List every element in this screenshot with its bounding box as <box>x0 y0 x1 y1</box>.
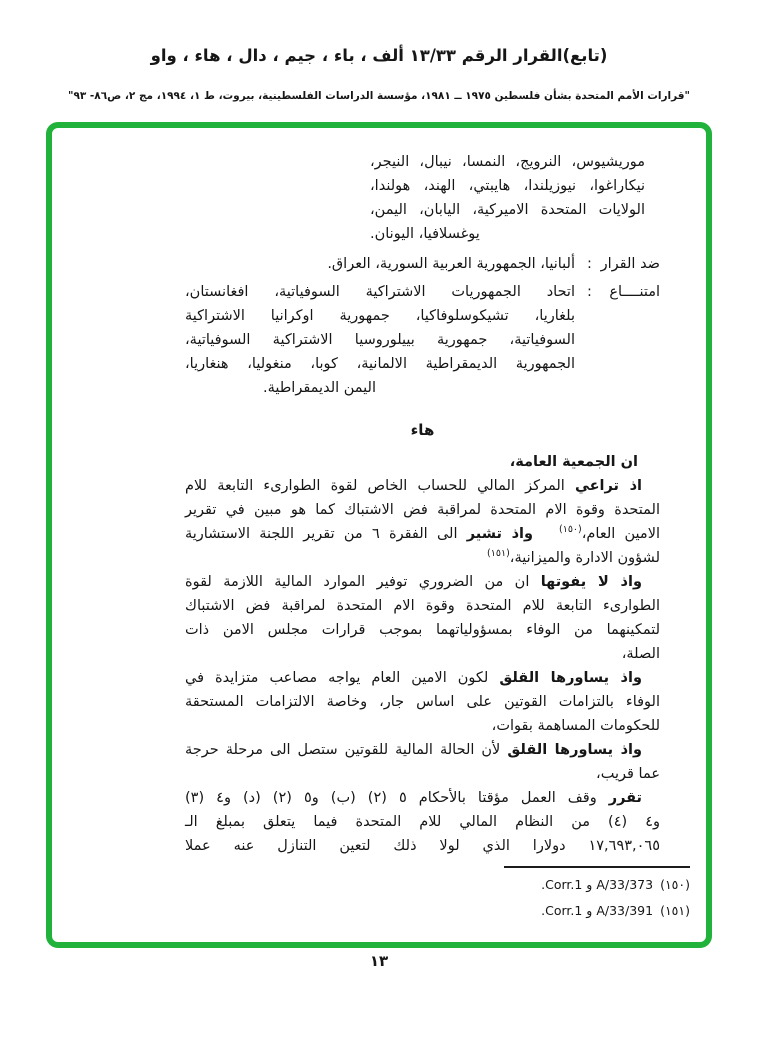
text-line <box>185 376 575 400</box>
text-line <box>185 474 660 498</box>
text-segment: لكون الامين العام يواجه مصاعب متزايدة في <box>185 670 500 686</box>
bold-lead-segment: اذ تراعي <box>574 478 642 494</box>
resolution-paragraph <box>185 474 660 570</box>
text-line <box>185 714 660 738</box>
text-segment: موريشيوس، النرويج، النمسا، نيبال، النيجر، <box>370 154 645 170</box>
text-segment: السوفياتية، جمهورية بييلوروسيا الاشتراكية السوفياتية، <box>185 332 575 348</box>
text-line <box>370 150 645 174</box>
page-subtitle: "قرارات الأمم المتحدة بشأن فلسطين ١٩٧٥ ــ ١٩٨١، مؤسسة الدراسات الفلسطينية، بيروت، ط ١، ١٩٩٤، مج ٢، ص٨٦- ٩٣" <box>67 90 691 102</box>
vote-against-colon: : <box>587 256 592 272</box>
resolution-paragraphs <box>185 474 660 858</box>
vote-abstain-row <box>185 280 660 400</box>
text-line <box>185 834 660 858</box>
footnote-ref-marker: (١٥٠) <box>559 524 582 536</box>
text-segment: اليمن الديمقراطية. <box>263 380 376 396</box>
text-segment: بلغاريا، تشيكوسلوفاكيا، جمهورية اوكرانيا الاشتراكية <box>185 308 575 324</box>
footnote-number: (١٥٠) <box>660 877 690 892</box>
text-segment: المتحدة وقوة الام المتحدة لمراقبة فض الاشتباك كما هو مبين في تقرير <box>185 502 660 518</box>
footnote-ref: A/33/373 و Corr.1. <box>541 877 654 892</box>
bold-lead-segment: واذ يساورها القلق <box>507 742 642 758</box>
footnote-ref: A/33/391 و Corr.1. <box>541 903 654 918</box>
text-line <box>185 762 660 786</box>
text-segment: وقف العمل مؤقتا بالأحكام ٥ (٢) (ب) و٥ (٢) (د) و٤ (٣) <box>185 790 609 806</box>
bold-lead-segment: واذ يساورها القلق <box>499 670 642 686</box>
text-segment: الصلة، <box>621 646 660 662</box>
text-line <box>185 546 660 570</box>
text-segment: الامين العام، <box>581 526 660 542</box>
text-line <box>185 642 660 666</box>
text-segment: الطوارىء التابعة للام المتحدة وقوة الام المتحدة لمراقبة فض الاشتباك <box>185 598 660 614</box>
text-line <box>370 198 645 222</box>
text-line <box>185 618 660 642</box>
text-line <box>185 690 660 714</box>
bold-lead-segment: واذ لا يفوتها <box>540 574 642 590</box>
bold-lead-segment: واذ تشير <box>466 526 533 542</box>
footnote-separator <box>504 866 690 868</box>
page-number: ١٣ <box>369 952 389 970</box>
vote-against-labelwrap <box>587 252 660 276</box>
text-segment: ١٧,٦٩٣,٠٦٥ دولارا الذي لولا ذلك لتعين التنازل عنه عملا <box>185 838 660 854</box>
favor-list-continued <box>370 150 645 246</box>
text-segment: الى الفقرة ٦ من تقرير اللجنة الاستشارية <box>185 526 467 542</box>
text-line <box>370 222 645 246</box>
text-segment: للحكومات المساهمة بقوات، <box>491 718 660 734</box>
resolution-paragraph <box>185 570 660 666</box>
section-heading: هاء <box>410 421 435 439</box>
footnote-number: (١٥١) <box>660 903 690 918</box>
text-segment: الولايات المتحدة الاميركية، اليابان، اليمن، <box>370 202 645 218</box>
text-segment: عما قريب، <box>596 766 660 782</box>
vote-against-row <box>185 252 660 276</box>
text-segment: لتمكينهما من الوفاء بمسؤولياتهما بموجب قرارات مجلس الامن ذات <box>185 622 660 638</box>
text-line <box>185 594 660 618</box>
text-segment: نيكاراغوا، نيوزيلندا، هايبتي، الهند، هولندا، <box>370 178 645 194</box>
text-line <box>185 570 660 594</box>
text-line <box>185 522 660 546</box>
vote-against-label: ضد القرار <box>600 256 660 272</box>
vote-abstain-label: امتنــــاع <box>609 284 660 300</box>
footnote-ref-marker: (١٥١) <box>487 548 510 560</box>
text-line <box>185 786 660 810</box>
page-title: (تابع)القرار الرقم ١٣/٣٣ ألف ، باء ، جيم ، دال ، هاء ، واو <box>150 46 608 65</box>
text-segment: اتحاد الجمهوريات الاشتراكية السوفياتية، افغانستان، <box>185 284 575 300</box>
footnote <box>185 898 690 924</box>
bold-lead-segment: تقرر <box>608 790 642 806</box>
resolution-paragraph <box>185 738 660 786</box>
text-segment: و٤ (٤) من النظام المالي للام المتحدة فيما يتعلق بمبلغ الـ <box>185 814 660 830</box>
vote-against-text: ألبانيا، الجمهورية العربية السورية، العراق. <box>327 256 575 272</box>
resolution-paragraph <box>185 786 660 858</box>
vote-abstain-colon: : <box>587 284 592 300</box>
text-line <box>185 280 575 304</box>
page-content <box>52 128 706 924</box>
text-segment: ان من الضروري توفير الموارد المالية اللازمة لقوة <box>185 574 541 590</box>
text-line <box>185 810 660 834</box>
text-segment: لشؤون الادارة والميزانية، <box>509 550 660 566</box>
text-line <box>185 328 575 352</box>
text-line <box>185 352 575 376</box>
text-segment: الجمهورية الديمقراطية الالمانية، كوبا، منغوليا، هنغاريا، <box>185 356 575 372</box>
footnote <box>185 872 690 898</box>
text-line <box>185 304 575 328</box>
text-segment: يوغسلافيا، اليونان. <box>370 226 480 242</box>
text-line <box>185 666 660 690</box>
preamble-intro: ان الجمعية العامة، <box>509 454 638 470</box>
text-line <box>185 738 660 762</box>
text-segment: لأن الحالة المالية للقوتين ستصل الى مرحلة حرجة <box>185 742 508 758</box>
text-line <box>185 498 660 522</box>
text-segment: المركز المالي للحساب الخاص لقوة الطوارىء التابعة للام <box>185 478 575 494</box>
text-segment: الوفاء بالتزامات القوتين على اساس جار، وخاصة الالتزامات المستحقة <box>185 694 660 710</box>
inline-spacer <box>533 537 559 538</box>
text-line <box>370 174 645 198</box>
text-column <box>185 150 690 924</box>
vote-abstain-text <box>185 280 575 400</box>
resolution-paragraph <box>185 666 660 738</box>
vote-abstain-labelwrap <box>587 280 660 400</box>
